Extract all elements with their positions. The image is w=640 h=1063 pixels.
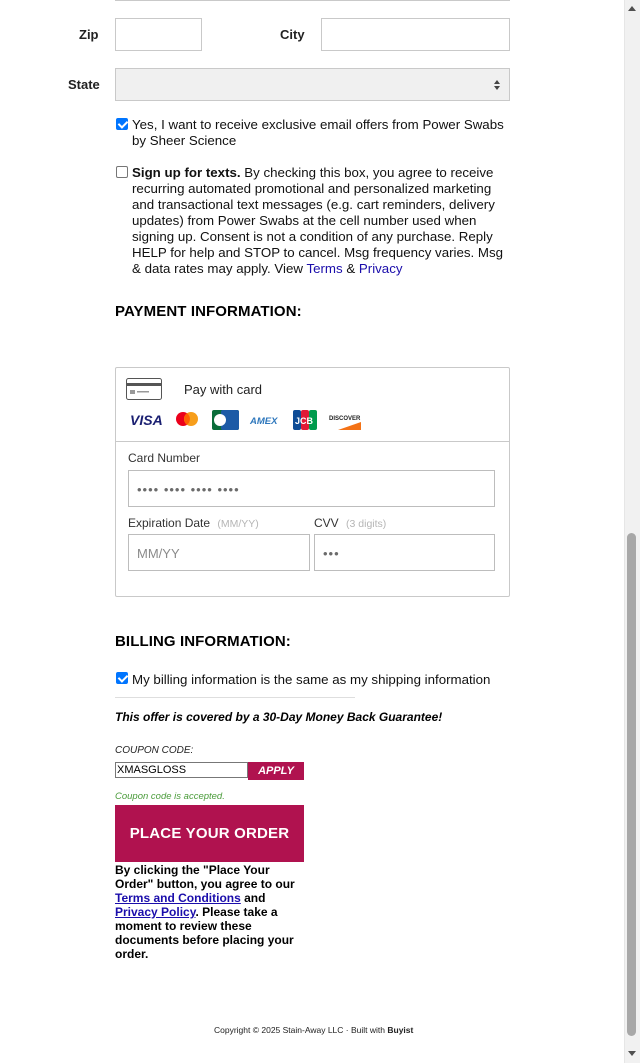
privacy-policy-link[interactable]: Privacy Policy [115,905,196,919]
email-offers-text: Yes, I want to receive exclusive email offers from Power Swabs by Sheer Science [132,117,504,148]
mastercard-icon [174,410,200,430]
city-input[interactable] [321,18,510,51]
zip-label: Zip [79,27,99,42]
sms-signup-text [132,165,510,277]
visa-icon [129,411,165,429]
expiration-placeholder: MM/YY [137,546,180,561]
payment-divider [115,441,510,442]
sms-terms-link[interactable]: Terms [306,261,343,276]
select-arrows-icon [493,78,501,92]
expiration-hint: (MM/YY) [217,518,259,530]
sms-signup-checkbox[interactable] [116,166,128,178]
sms-signup-body: By checking this box, you agree to receive recurring automated promotional and personalized marketing and transactional text messages (e.g. cart reminders, delivery updates) from Power Swabs at the cell number used when signing up. Consent is not a condition of any purchase. Reply HELP for help and STOP to cancel. Msg frequency varies. Msg & data rates may apply. View [132,165,504,276]
coupon-input[interactable] [115,762,248,778]
footer-copyright [214,1025,413,1035]
svg-text:VISA: VISA [130,412,163,428]
copyright-text: Copyright © 2025 Stain-Away LLC · Built with [214,1025,388,1035]
builder-link[interactable]: Buyist [387,1025,414,1035]
sms-signup-title: Sign up for texts. [132,165,241,180]
expiration-label [128,516,259,530]
coupon-label: COUPON CODE: [115,745,194,756]
svg-text:AMEX: AMEX [250,416,278,427]
sms-privacy-link[interactable]: Privacy [358,261,403,276]
amex-icon [249,413,281,427]
card-number-value: •••• •••• •••• •••• [137,482,240,497]
card-number-label: Card Number [128,451,201,465]
disclaimer-and: and [240,891,266,905]
disclaimer-pre: By clicking the "Place Your Order" button, you agree to our [115,863,295,891]
billing-same-text: My billing information is the same as my shipping information [132,672,491,687]
diners-club-icon [212,410,239,430]
expiration-input[interactable] [128,534,310,571]
pay-with-card-label: Pay with card [184,382,263,397]
cvv-input[interactable] [314,534,495,571]
payment-heading: PAYMENT INFORMATION: [115,303,302,320]
place-order-button[interactable]: PLACE YOUR ORDER [115,805,304,862]
city-label: City [280,27,305,42]
scroll-up-arrow-icon[interactable] [627,4,637,12]
apply-coupon-button[interactable]: APPLY [248,762,304,780]
billing-heading: BILLING INFORMATION: [115,633,291,650]
cvv-hint: (3 digits) [346,518,387,530]
coupon-status: Coupon code is accepted. [115,791,225,802]
billing-same-checkbox[interactable] [116,672,128,684]
state-select[interactable] [115,68,510,101]
sms-amp: & [342,261,359,276]
cvv-value: ••• [323,546,340,561]
coupon-value: XMASGLOSS [117,764,187,776]
cvv-label [314,516,386,530]
order-disclaimer [115,863,303,961]
state-label: State [68,77,100,92]
expiration-label-text: Expiration Date [128,516,211,530]
scrollbar-thumb[interactable] [627,533,636,1036]
discover-icon [328,411,361,431]
credit-card-icon [126,378,162,400]
zip-input[interactable] [115,18,202,51]
scroll-down-arrow-icon[interactable] [627,1050,637,1058]
terms-conditions-link[interactable]: Terms and Conditions [115,891,241,905]
disclaimer-post: . Please take a moment to review these documents before placing your order. [115,905,294,961]
email-offers-checkbox[interactable] [116,118,128,130]
jcb-icon [293,410,317,430]
svg-text:JCB: JCB [295,416,314,426]
guarantee-text: This offer is covered by a 30-Day Money Back Guarantee! [115,710,443,724]
svg-text:DISCOVER: DISCOVER [329,416,361,422]
address-field-partial[interactable] [115,0,510,1]
billing-divider [115,697,355,698]
card-number-input[interactable] [128,470,495,507]
cvv-label-text: CVV [314,516,339,530]
